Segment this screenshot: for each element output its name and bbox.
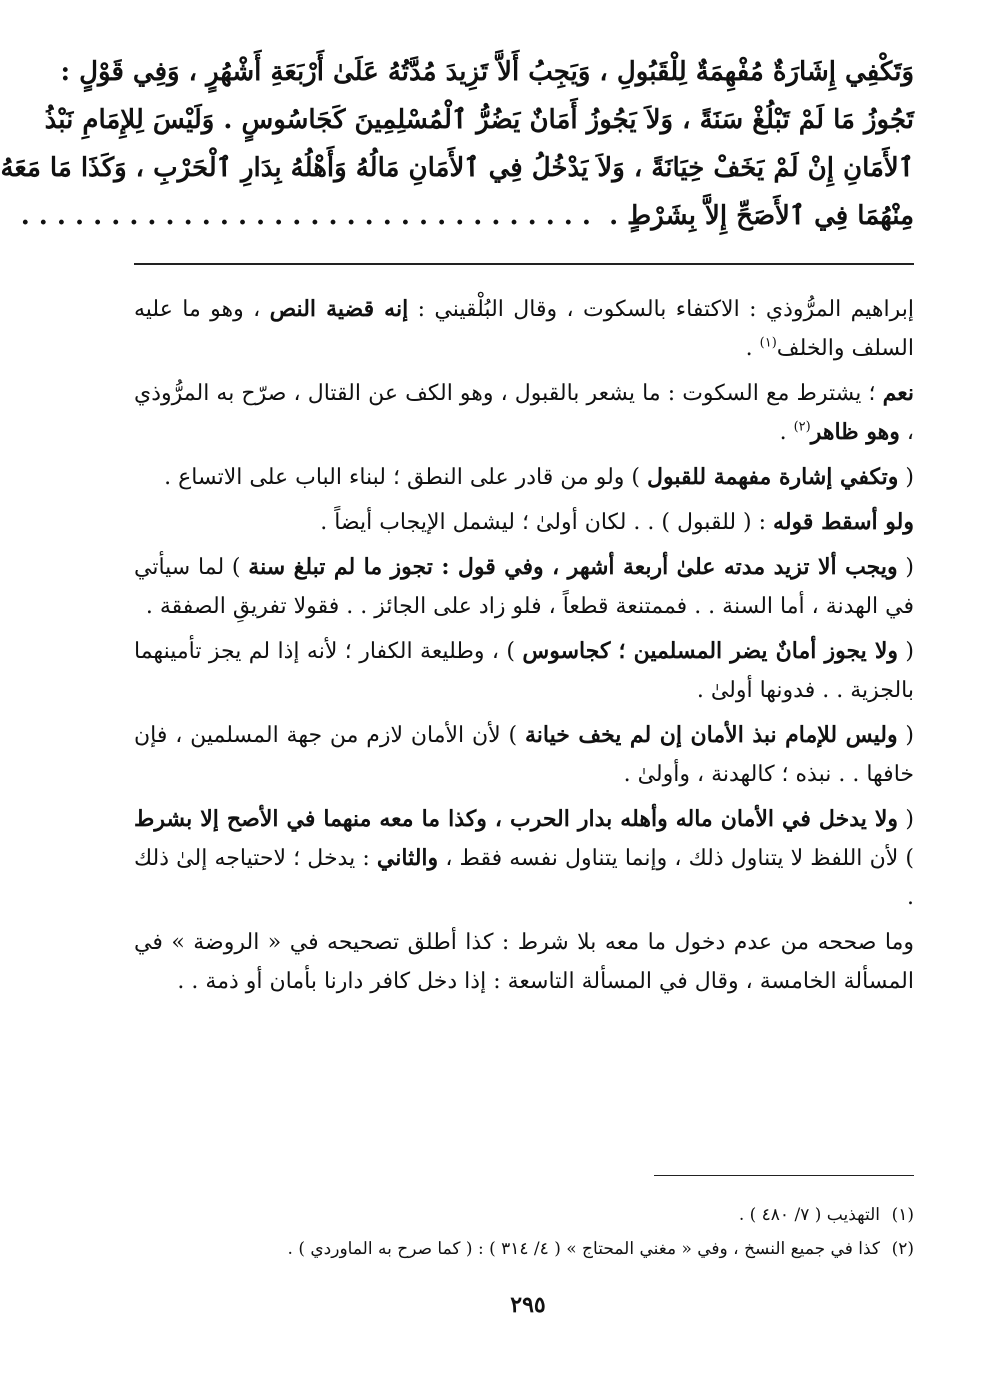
- bold-run: وليس للإمام نبذ الأمان إن لم يخف خيانة: [524, 722, 898, 748]
- footnote-ref[interactable]: (١): [759, 335, 777, 351]
- footnote-text: كذا في جميع النسخ ، وفي « مغني المحتاج » ( ٤/ ٣١٤ ) : ( كما صرح به الماوردي ) .: [287, 1239, 880, 1259]
- text-run: ) لأن الأمان لازم من جهة المسلمين ، فإن خافها . . نبذه ؛ كالهدنة ، وأولىٰ .: [134, 723, 914, 787]
- text-run: ، وهو ما عليه السلف والخلف: [134, 297, 914, 361]
- bold-run: والثاني: [376, 845, 439, 871]
- text-run: ؛ يشترط مع السكوت : ما يشعر بالقبول ، وهو الكف عن القتال ، صرّح به المرُّوذي ،: [134, 381, 914, 445]
- text-run: (: [898, 807, 914, 832]
- text-run: إبراهيم المرُّوذي : الاكتفاء بالسكوت ، وقال البُلْقيني :: [408, 297, 914, 322]
- commentary-block: [134, 290, 914, 1007]
- bold-run: ولو أسقط قوله: [773, 509, 914, 535]
- matn-line-text: مِنْهُمَا فِي ٱلأَصَحِّ إِلاَّ بِشَرْطٍ .: [609, 201, 914, 231]
- footnote-item: [134, 1232, 914, 1266]
- text-run: (: [898, 465, 914, 490]
- footnote-item: [134, 1198, 914, 1232]
- matn-text-block: [0, 52, 914, 244]
- bold-run: ولا يدخل في الأمان ماله وأهله بدار الحرب ، وكذا ما معه منهما في الأصح إلا بشرط: [134, 806, 899, 832]
- bold-run: ولا يجوز أمانٌ يضر المسلمين ؛ كجاسوس: [522, 638, 899, 664]
- commentary-paragraph: [134, 290, 914, 368]
- bold-run: نعم: [882, 380, 914, 406]
- matn-separator-rule: [134, 263, 914, 265]
- footnote-text: التهذيب ( ٧/ ٤٨٠ ) .: [738, 1205, 880, 1225]
- bold-run: وهو ظاهر: [810, 419, 900, 445]
- text-run: (: [898, 639, 915, 664]
- commentary-paragraph: [134, 503, 914, 542]
- text-run: : يدخل ؛ لاحتياجه إلىٰ ذلك .: [134, 846, 914, 910]
- commentary-paragraph: [134, 632, 914, 710]
- bold-run: إنه قضية النص: [269, 296, 409, 322]
- text-run: ) لأن اللفظ لا يتناول ذلك ، وإنما يتناول نفسه فقط ،: [438, 846, 914, 871]
- text-run: ) ولو من قادر على النطق ؛ لبناء الباب على الاتساع .: [164, 465, 647, 490]
- commentary-paragraph: [134, 800, 914, 917]
- commentary-paragraph: [134, 716, 914, 794]
- commentary-paragraph: وما صححه من عدم دخول ما معه بلا شرط : كذا أطلق تصحيحه في « الروضة » في المسألة الخامسة ، وقال في المسألة التاسعة : إذا دخل كافر دارنا بأمان أو ذمة . .: [134, 930, 914, 994]
- matn-line: وَتَكْفِي إِشَارَةٌ مُفْهِمَةٌ لِلْقَبُولِ ، وَيَجِبُ أَلاَّ تَزِيدَ مُدَّتُهُ عَلَىٰ أَرْبَعَةِ أَشْهُرٍ ، وَفِي قَوْلٍ :: [60, 57, 914, 87]
- text-run: ) لما سيأتي في الهدنة ، أما السنة . . فممتنعة قطعاً ، فلو زاد على الجائز . . فقولا تفريقِ الصفقة .: [134, 555, 914, 619]
- matn-line: ٱلأَمَانِ إِنْ لَمْ يَخَفْ خِيَانَةً ، وَلاَ يَدْخُلُ فِي ٱلأَمَانِ مَالُهُ وَأَهْلُهُ بِدَارِ ٱلْحَرْبِ ، وَكَذَا مَا مَعَهُ: [0, 153, 914, 183]
- page-number: ٢٩٥: [510, 1292, 546, 1318]
- footnote-separator-rule: [654, 1175, 914, 1176]
- matn-line: تَجُوزُ مَا لَمْ تَبْلُغْ سَنَةً ، وَلاَ يَجُوزُ أَمَانٌ يَضُرُّ ٱلْمُسْلِمِينَ كَجَاسُوسٍ . وَلَيْسَ لِلإِمَامِ نَبْذُ: [44, 105, 914, 135]
- text-run: (: [897, 723, 915, 748]
- commentary-paragraph: [134, 548, 914, 626]
- footnote-number: (٢): [891, 1239, 914, 1259]
- commentary-paragraph: [134, 374, 914, 452]
- bold-run: ويجب ألا تزيد مدته علىٰ أربعة أشهر ، وفي قول : تجوز ما لم تبلغ سنة: [248, 554, 898, 580]
- footnote-number: (١): [891, 1205, 914, 1225]
- commentary-paragraph: [134, 458, 914, 497]
- text-run: .: [745, 336, 760, 361]
- matn-line: [20, 196, 914, 244]
- bold-run: وتكفي إشارة مفهمة للقبول: [647, 464, 899, 490]
- footnotes: [134, 1198, 914, 1266]
- text-run: ) ، وطليعة الكفار ؛ لأنه إذا لم يجز تأمينهما بالجزية . . فدونها أولىٰ .: [134, 639, 914, 703]
- text-run: (: [897, 555, 914, 580]
- text-run: : ( للقبول ) . . لكان أولىٰ ؛ ليشمل الإيجاب أيضاً .: [320, 510, 774, 535]
- matn-dots: . . . . . . . . . . . . . . . . . . . . . . . . . . . . . . . .: [20, 201, 591, 231]
- text-run: .: [779, 420, 794, 445]
- footnote-ref[interactable]: (٢): [793, 419, 811, 435]
